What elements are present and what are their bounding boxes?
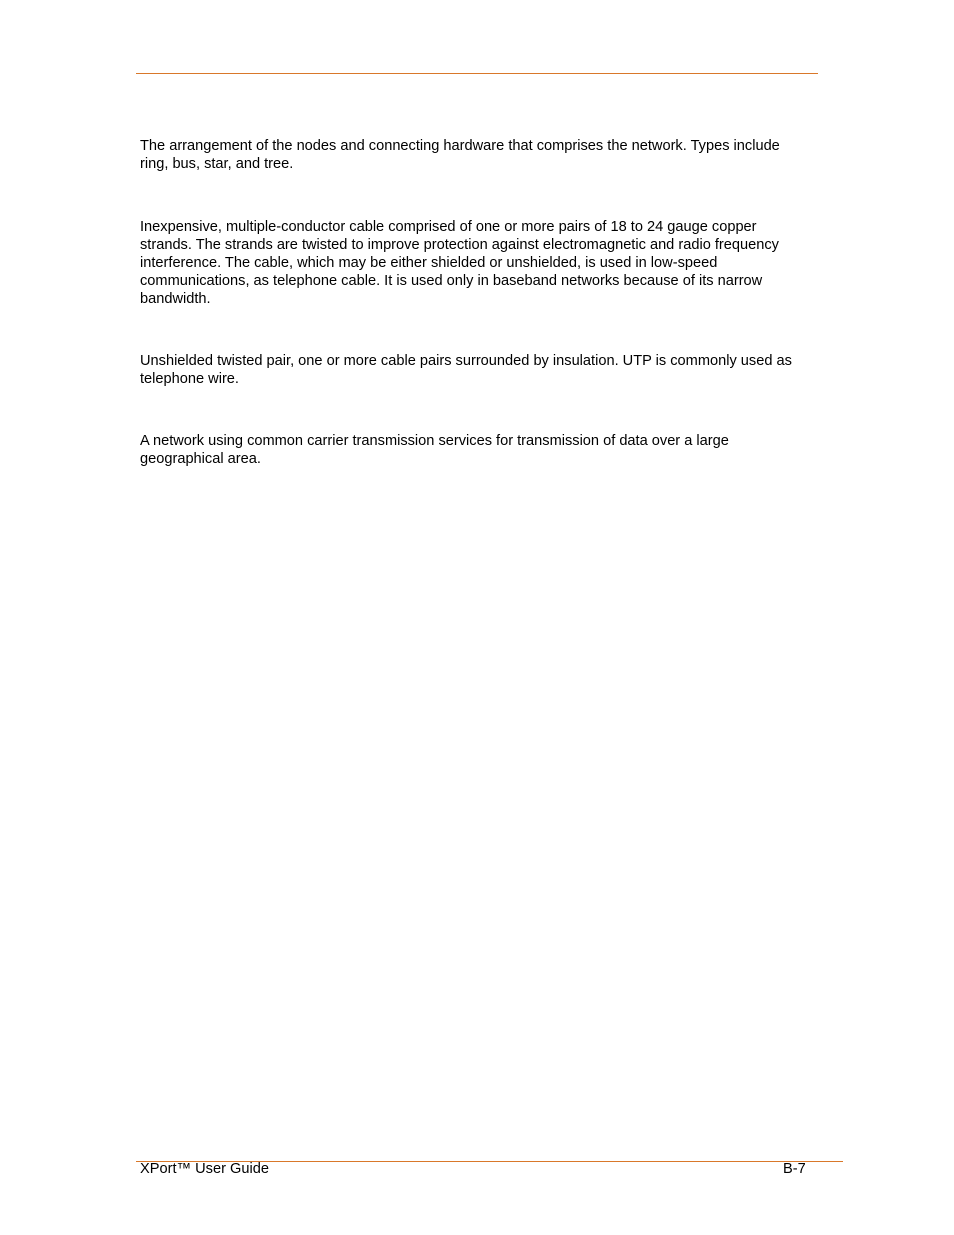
header-rule [136, 73, 818, 74]
footer-page-number: B-7 [783, 1161, 806, 1177]
definition-wan: A network using common carrier transmission services for transmission of data over a large geographical area. [140, 433, 729, 467]
definition-topology: The arrangement of the nodes and connecting hardware that comprises the network. Types include ring, bus, star, and tree. [140, 138, 780, 172]
footer-document-title: XPort™ User Guide [140, 1161, 269, 1177]
definition-twisted-pair: Inexpensive, multiple-conductor cable comprised of one or more pairs of 18 to 24 gauge copper strands. The strands are twisted to improve protection against electromagnetic and radio frequency interference. The cable, which may be either shielded or unshielded, is used in low-speed communications, as telephone cable. It is used only in baseband networks because of its narrow bandwidth. [140, 219, 779, 307]
definition-utp: Unshielded twisted pair, one or more cable pairs surrounded by insulation. UTP is commonly used as telephone wire. [140, 353, 792, 387]
